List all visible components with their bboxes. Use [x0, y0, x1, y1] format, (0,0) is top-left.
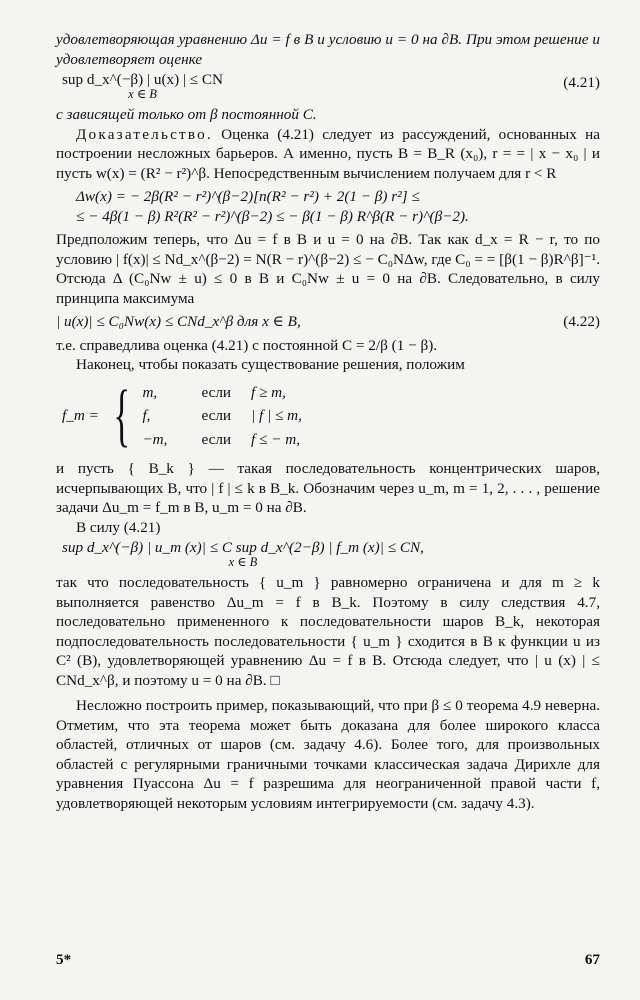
fm-lhs: f_m = — [62, 407, 99, 424]
equation-4-22: | u(x)| ≤ C₀Nw(x) ≤ CNd_x^β для x ∈ B, (4.22) — [56, 313, 600, 330]
paragraph: и пусть { B_k } — такая последовательность концентрических шаров, исчерпывающих B, что | f | ≤ k в B_k. Обозначим через u_m, m = 1, 2, . . . , решение задачи Δu_m = f_m в B, u_m = 0 на ∂B. — [56, 460, 600, 516]
equation-sup-bound: sup d_x^(−β) | u_m (x)| ≤ C sup d_x^(2−β) | f_m (x)| ≤ CN, x ∈ B — [62, 539, 424, 569]
proof-heading: Доказательство. — [76, 125, 213, 143]
paragraph: Наконец, чтобы показать существование решения, положим — [76, 356, 465, 373]
equation-number: (4.21) — [563, 74, 600, 91]
proof-paragraph: Доказательство. Оценка (4.21) следует из рассуждений, основанных на построении несложных барьеров. А именно, пусть B = B_R (x₀), r = = | x − x₀ | и пусть w(x) = (R² − r²)^β. Непосредственным вычислением получаем для r < R — [56, 125, 600, 182]
paragraph: Предположим теперь, что Δu = f в B и u = 0 на ∂B. Так как d_x = R − r, то по условию | f(x)| ≤ Nd_x^(β−2) = N(R − r)^(β−2) ≤ − C₀NΔw, где C₀ = = [β(1 − β)R^β]⁻¹. Отсюда Δ (C₀Nw ± u) ≤ 0 в B и C₀Nw ± u = 0 на ∂B. Следовательно, в силу принципа максимума — [56, 231, 600, 307]
eq-subscript: x ∈ B — [128, 87, 157, 101]
case-row: −m, если f ≤ − m, — [142, 430, 300, 448]
case-row: m, если f ≥ m, — [142, 383, 286, 401]
eq-expr: sup d_x^(−β) | u(x) | ≤ CN — [62, 71, 224, 88]
signature-mark: 5* — [56, 951, 72, 968]
case-row: f, если | f | ≤ m, — [142, 407, 302, 424]
paragraph: так что последовательность { u_m } равномерно ограничена и для m ≥ k выполняется равенство Δu_m = f в B_k. Поэтому в силу следствия 4.7, последовательно примененного к последовательности шаров B_k, некоторая подпоследовательность последовательности { u_m } сходится в B к функции u из C² (B), удовлетворяющей уравнению Δu = f в B. Отсюда следует, что | u (x) | ≤ CNd_x^β, и поэтому u = 0 на ∂B. □ — [56, 574, 600, 689]
equation-4-21 — [56, 73, 600, 101]
text-line: с зависящей только от β постоянной C. — [56, 106, 317, 123]
page-body — [56, 30, 600, 813]
piecewise-definition — [62, 376, 600, 454]
equation-laplace-w: Δw(x) = − 2β(R² − r²)^(β−2)[n(R² − r²) + 2(1 − β) r²] ≤ ≤ − 4β(1 − β) R²(R² − r²)^(β−2) ≤ − β(1 − β) R^β(R − r)^(β−2). — [76, 188, 469, 225]
paragraph: т.е. справедлива оценка (4.21) с постоянной C = 2/β (1 − β). — [56, 336, 438, 354]
paragraph: В силу (4.21) — [76, 518, 161, 536]
page-footer — [56, 950, 600, 970]
equation-number: (4.22) — [563, 313, 600, 330]
paragraph: Несложно построить пример, показывающий, что при β ≤ 0 теорема 4.9 неверна. Отметим, что эта теорема может быть доказана для более широкого класса областей, отличных от шаров (см. задачу 4.6). Более того, для произвольных областей с регулярными граничными точками классическая задача Дирихле для уравнения Пуассона Δu = f разрешима для неограниченной правой части f, удовлетворяющей некоторым условиям интегрируемости (см. задачу 4.3). — [56, 697, 600, 812]
left-brace: { — [113, 376, 131, 454]
text-line: удовлетворяющая уравнению Δu = f в B и условию u = 0 на ∂B. При этом решение и удовлетворяет оценке — [56, 31, 600, 68]
page-number: 67 — [584, 951, 600, 968]
